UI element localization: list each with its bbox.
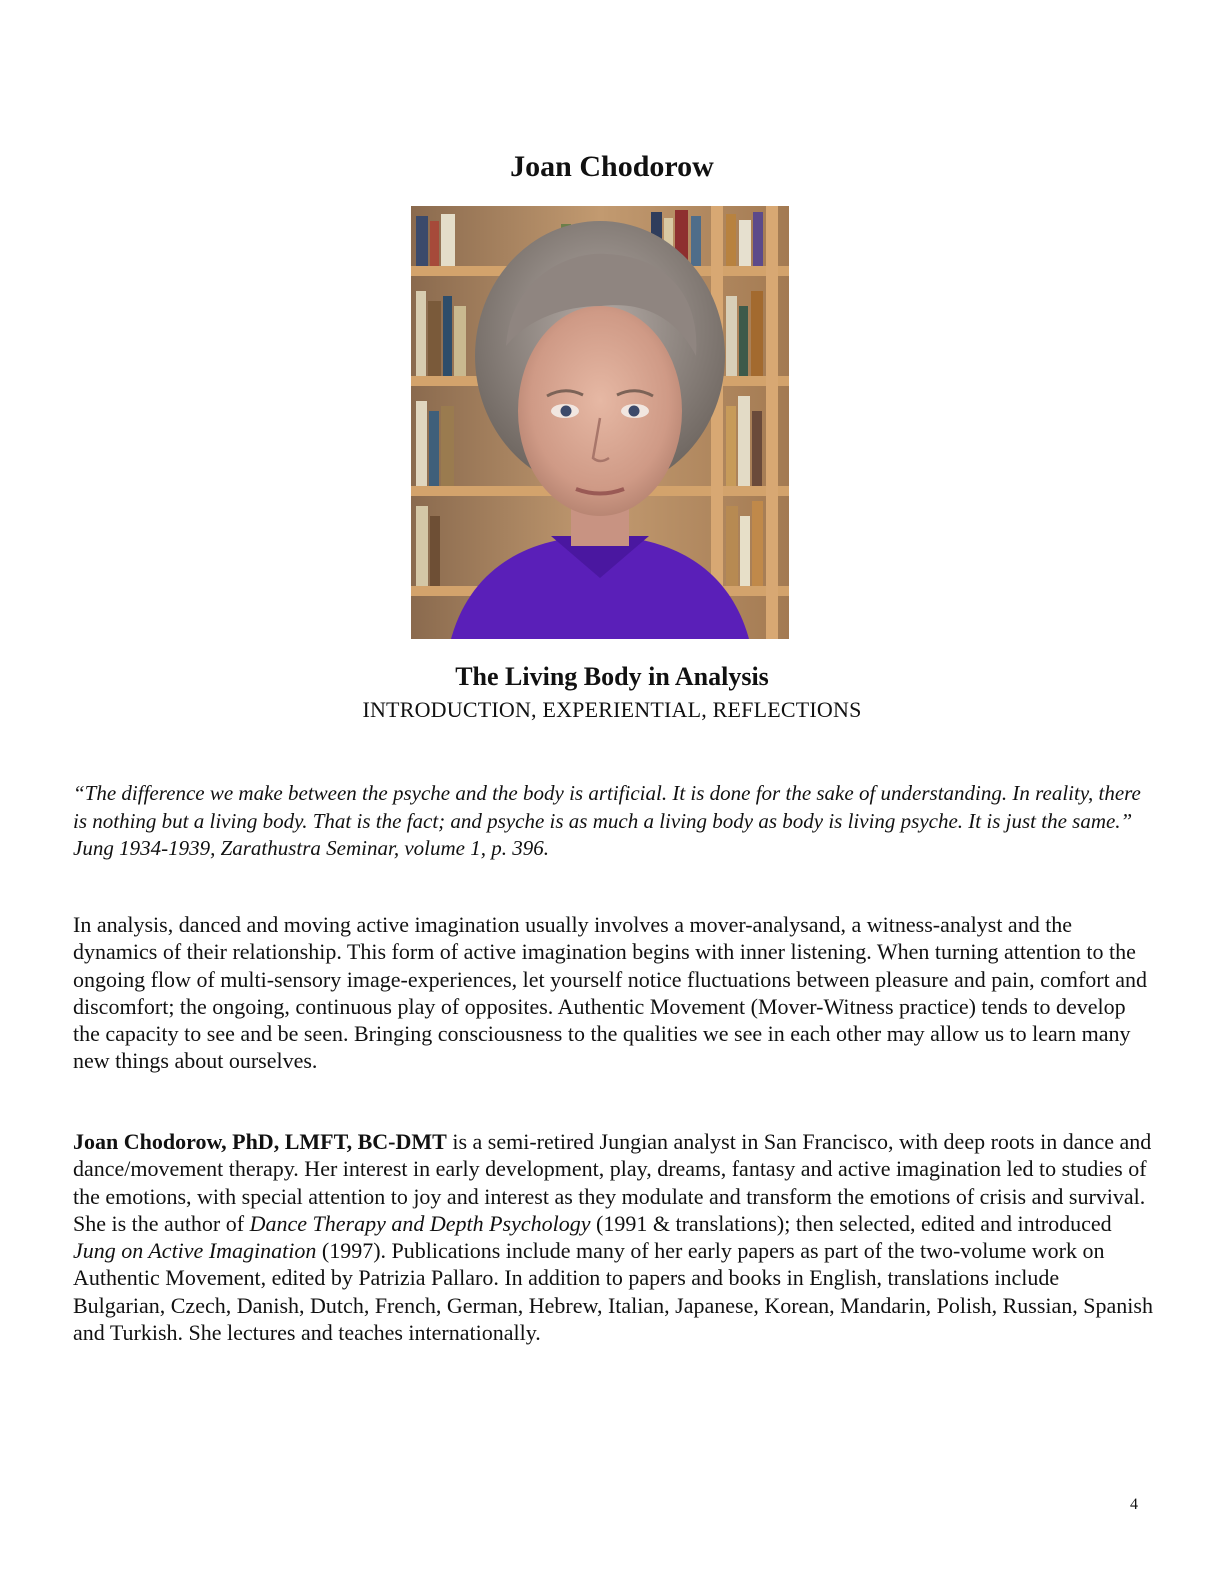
page-title: Joan Chodorow bbox=[510, 150, 714, 183]
bio-text-3: (1997). Publications include many of her early papers as part of the two-volume work on Authentic Movement, edited by Patrizia Pallaro. In addition to papers and books in English, translations include Bulgarian, Czech, Danish, Dutch, French, German, Hebrew, Italian, Japanese, Korean, Mandarin, Polish, Russian, Spanish and Turkish. She lectures and teaches internationally. bbox=[73, 1238, 1153, 1346]
jung-quote: “The difference we make between the psyche and the body is artificial. It is done for the sake of understanding. In reality, there is nothing but a living body. That is the fact; and psyche is as much a living body as body is living psyche. It is just the same.” Jung 1934-1939, Zarathustra Seminar, volume 1, p. 396. bbox=[73, 781, 1141, 860]
talk-title: The Living Body in Analysis bbox=[455, 662, 769, 691]
talk-subtitle: INTRODUCTION, EXPERIENTIAL, REFLECTIONS bbox=[362, 697, 862, 722]
book-title-active-imagination: Jung on Active Imagination bbox=[73, 1238, 317, 1264]
bio-paragraph bbox=[73, 1128, 1153, 1346]
bio-name-credentials: Joan Chodorow, PhD, LMFT, BC-DMT bbox=[73, 1129, 447, 1154]
bio-text-1: is a semi-retired Jungian analyst in San Francisco, with deep roots in dance and dance/movement therapy. Her interest in early development, play, dreams, fantasy and active imagination led to studies of the emotions, with special attention to joy and interest as they modulate and transform the emotions of crisis and survival. She is the author of bbox=[73, 1129, 1152, 1236]
page-number: 4 bbox=[1130, 1496, 1138, 1513]
book-title-dance-therapy: Dance Therapy and Depth Psychology bbox=[249, 1210, 591, 1236]
portrait-photo bbox=[411, 206, 789, 639]
intro-paragraph: In analysis, danced and moving active imagination usually involves a mover-analysand, a witness-analyst and the dynamics of their relationship. This form of active imagination begins with inner listening. When turning attention to the ongoing flow of multi-sensory image-experiences, let yourself notice fluctuations between pleasure and pain, comfort and discomfort; the ongoing, continuous play of opposites. Authentic Movement (Mover-Witness practice) tends to develop the capacity to see and be seen. Bringing consciousness to the qualities we see in each other may allow us to learn many new things about ourselves. bbox=[73, 912, 1147, 1074]
bio-text-2: (1991 & translations); then selected, edited and introduced bbox=[590, 1210, 1112, 1236]
